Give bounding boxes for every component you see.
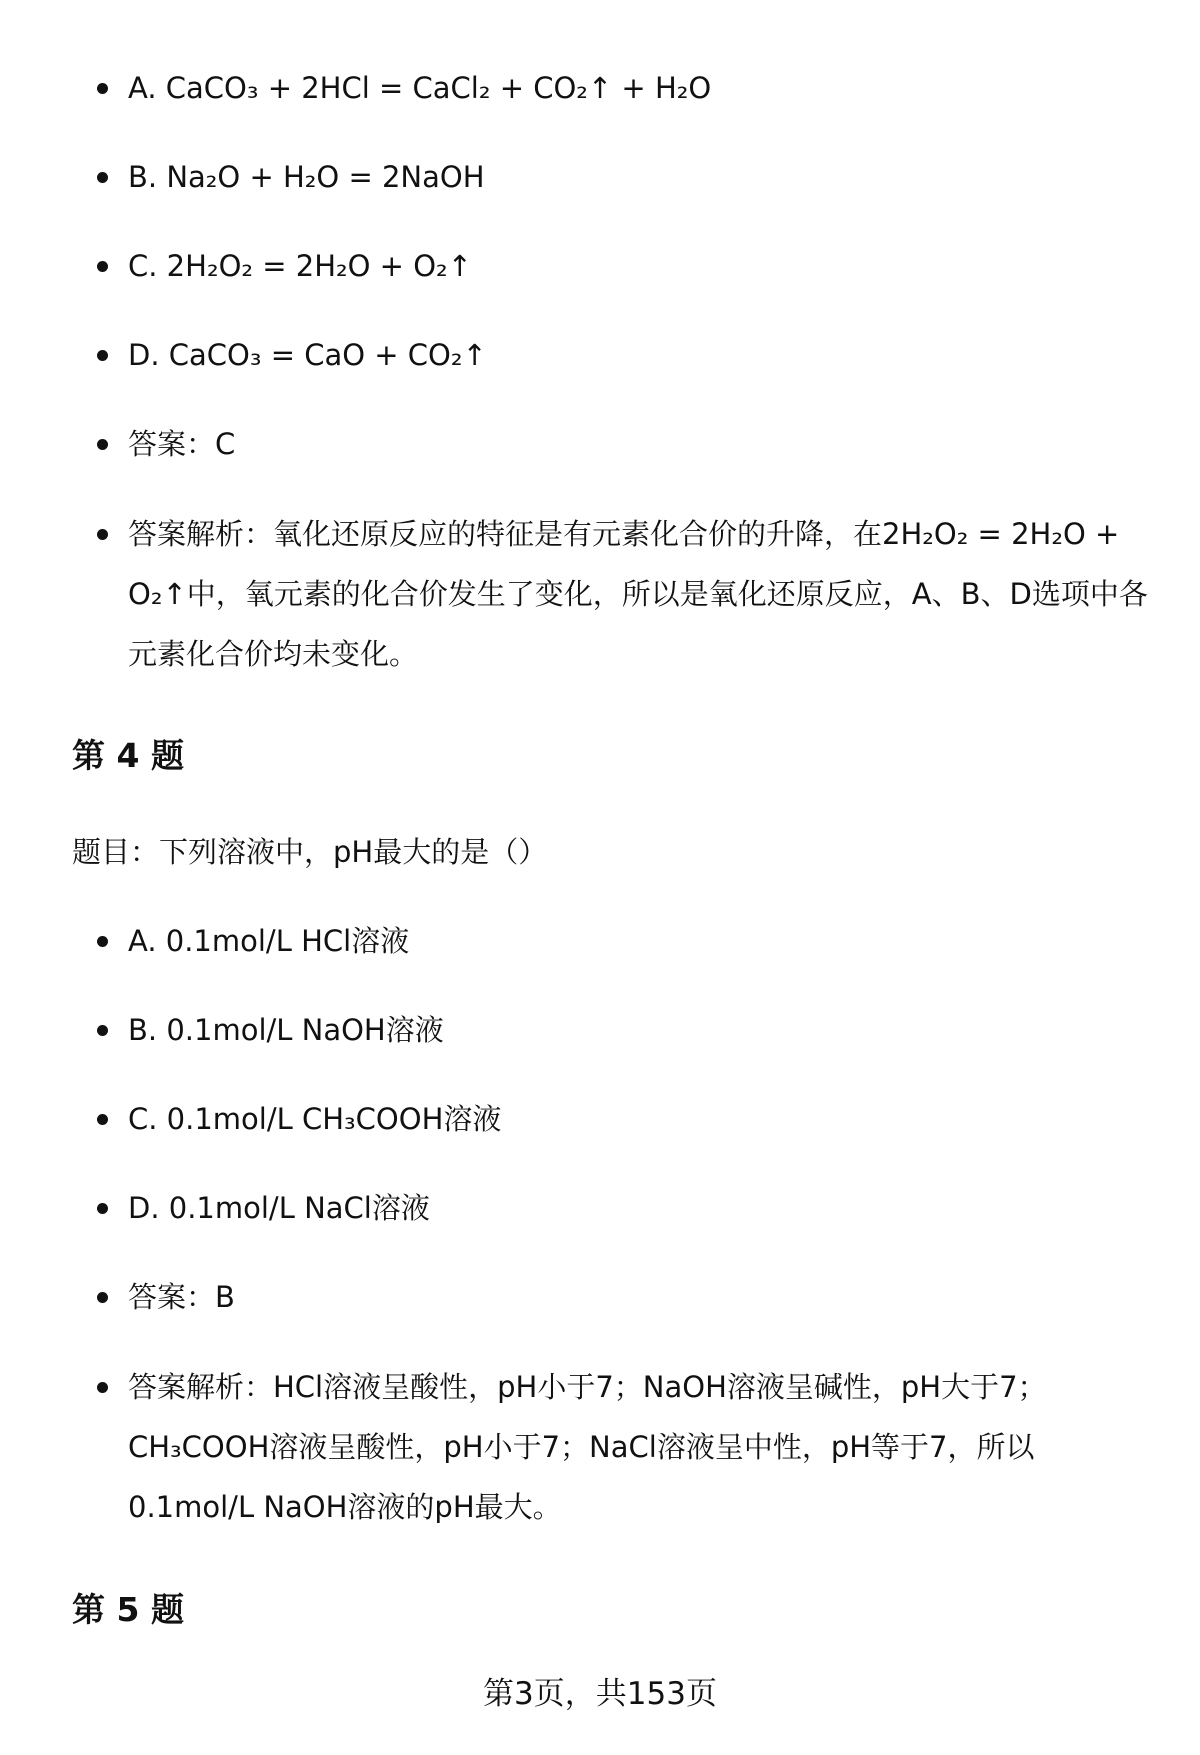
option-c bbox=[97, 236, 1157, 296]
bullet-icon bbox=[97, 350, 108, 361]
option-text: D. 0.1mol/L NaCl溶液 bbox=[128, 1191, 430, 1225]
option-b bbox=[97, 1000, 1157, 1060]
bullet-icon bbox=[97, 83, 108, 94]
question-4-stem: 题目：下列溶液中，pH最大的是（） bbox=[72, 835, 548, 869]
question-5-heading: 第 5 题 bbox=[72, 1590, 184, 1629]
answer-text: 答案：C bbox=[128, 427, 236, 461]
answer bbox=[97, 414, 1157, 474]
option-text: C. 0.1mol/L CH₃COOH溶液 bbox=[128, 1102, 502, 1136]
bullet-icon bbox=[97, 261, 108, 272]
bullet-icon bbox=[97, 1382, 108, 1393]
bullet-icon bbox=[97, 1025, 108, 1036]
option-d bbox=[97, 325, 1157, 385]
option-b bbox=[97, 147, 1157, 207]
option-text: D. CaCO₃ = CaO + CO₂↑ bbox=[128, 338, 487, 372]
option-text: A. 0.1mol/L HCl溶液 bbox=[128, 924, 410, 958]
answer-text: 答案：B bbox=[128, 1280, 235, 1314]
bullet-icon bbox=[97, 1203, 108, 1214]
option-a bbox=[97, 58, 1157, 118]
option-d bbox=[97, 1178, 1157, 1238]
bullet-icon bbox=[97, 439, 108, 450]
option-text: B. 0.1mol/L NaOH溶液 bbox=[128, 1013, 444, 1047]
bullet-icon bbox=[97, 1292, 108, 1303]
page-number: 第3页，共153页 bbox=[483, 1676, 717, 1712]
option-text: A. CaCO₃ + 2HCl = CaCl₂ + CO₂↑ + H₂O bbox=[128, 71, 712, 105]
bullet-icon bbox=[97, 529, 108, 540]
option-text: B. Na₂O + H₂O = 2NaOH bbox=[128, 160, 485, 194]
option-text: C. 2H₂O₂ = 2H₂O + O₂↑ bbox=[128, 249, 472, 283]
answer-explanation bbox=[97, 1357, 1157, 1537]
answer-explanation bbox=[97, 504, 1157, 684]
bullet-icon bbox=[97, 1114, 108, 1125]
answer bbox=[97, 1267, 1157, 1327]
option-a bbox=[97, 911, 1157, 971]
bullet-icon bbox=[97, 172, 108, 183]
explanation-text: 答案解析：氧化还原反应的特征是有元素化合价的升降，在2H₂O₂ = 2H₂O + O₂↑中，氧元素的化合价发生了变化，所以是氧化还原反应，A、B、D选项中各元素化合价均未变化。 bbox=[128, 517, 1148, 671]
bullet-icon bbox=[97, 936, 108, 947]
explanation-text: 答案解析：HCl溶液呈酸性，pH小于7；NaOH溶液呈碱性，pH大于7；CH₃COOH溶液呈酸性，pH小于7；NaCl溶液呈中性，pH等于7，所以0.1mol/L NaOH溶液的pH最大。 bbox=[128, 1370, 1047, 1524]
option-c bbox=[97, 1089, 1157, 1149]
question-4-heading: 第 4 题 bbox=[72, 736, 184, 775]
